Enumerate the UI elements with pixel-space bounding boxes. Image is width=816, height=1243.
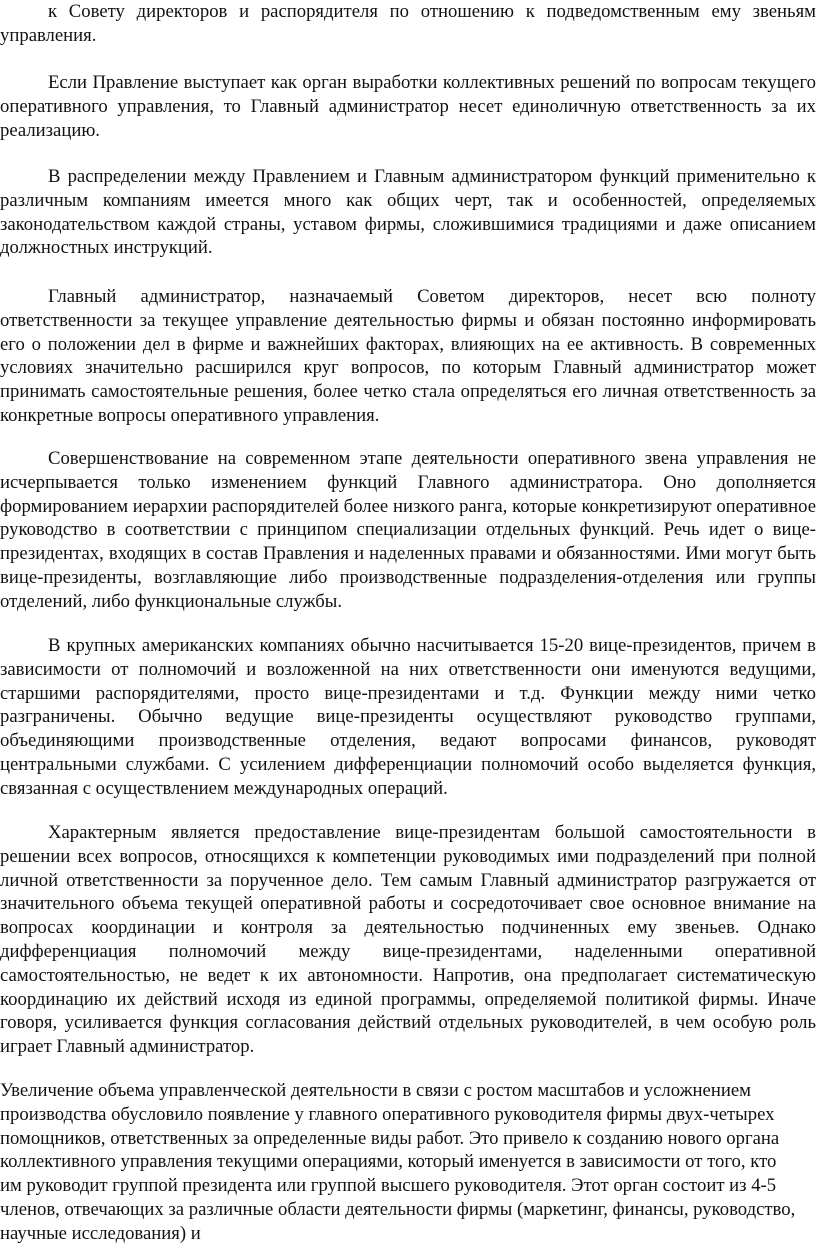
paragraph-operational-improvement: Совершенствование на современном этапе деятельности оперативного звена управления не исчерпывается только изменением функций Главного администратора. Оно дополняется формированием иерархии распорядителей более низкого ранга, которые конкретизируют оперативное руководство в соответствии с принципом специализации отдельных функций. Речь идет о вице-президентах, входящих в состав Правления и наделенных правами и обязанностями. Ими могут быть вице-президенты, возглавляющие либо производственные подразделения-отделения или группы отделений, либо функциональные службы.	[0, 448, 816, 612]
paragraph-board-responsibility: Если Правление выступает как орган выработки коллективных решений по вопросам текущего оперативного управления, то Главный администратор несет единоличную ответственность за их реализацию.	[0, 72, 816, 141]
paragraph-function-distribution: В распределении между Правлением и Главным администратором функций применительно к различным компаниям имеется много как общих черт, так и особенностей, определяемых законодательством каждой страны, уставом фирмы, сложившимися традициями и даже описанием должностных инструкций.	[0, 166, 816, 259]
paragraph-autonomy-coordination: Характерным является предоставление вице-президентам большой самостоятельности в решении всех вопросов, относящихся к компетенции руководимых ими подразделений при полной личной ответственности за порученное дело. Тем самым Главный администратор разгружается от значительного объема текущей оперативной работы и сосредоточивает свое основное внимание на вопросах координации и контроля за деятельностью подчиненных ему звеньев. Однако дифференциация полномочий между вице-президентами, наделенными оперативной самостоятельностью, не ведет к их автономности. Напротив, она предполагает систематическую координацию их действий исходя из единой программы, определяемой политикой фирмы. Иначе говоря, усиливается функция согласования действий отдельных руководителей, в чем особую роль играет Главный администратор.	[0, 822, 816, 1058]
paragraph-management-growth: Увеличение объема управленческой деятельности в связи с ростом масштабов и усложнением производства обусловило появление у главного оперативного руководителя фирмы двух-четырех помощников, ответственных за определенные виды работ. Это привело к созданию нового органа коллективного управления текущими операциями, который именуется в зависимости от того, кто им руководит группой президента или группой высшего руководителя. Этот орган состоит из 4-5 членов, отвечающих за различные области деятельности фирмы (маркетинг, финансы, руководство, научные исследования) и	[0, 1080, 796, 1243]
paragraph-continuation: к Совету директоров и распорядителя по отношению к подведомственным ему звеньям управления.	[0, 1, 816, 46]
paragraph-chief-administrator: Главный администратор, назначаемый Советом директоров, несет всю полноту ответственности за текущее управление деятельностью фирмы и обязан постоянно информировать его о положении дел в фирме и важнейших факторах, влияющих на ее активность. В современных условиях значительно расширился круг вопросов, по которым Главный администратор может принимать самостоятельные решения, более четко стала определяться его личная ответственность за конкретные вопросы оперативного управления.	[0, 286, 816, 426]
paragraph-vice-presidents: В крупных американских компаниях обычно насчитывается 15-20 вице-президентов, причем в зависимости от полномочий и возложенной на них ответственности они именуются ведущими, старшими распорядителями, просто вице-президентами и т.д. Функции между ними четко разграничены. Обычно ведущие вице-президенты осуществляют руководство группами, объединяющими производственные отделения, ведают вопросами финансов, руководят центральными службами. С усилением дифференциации полномочий особо выделяется функция, связанная с осуществлением международных операций.	[0, 635, 816, 799]
